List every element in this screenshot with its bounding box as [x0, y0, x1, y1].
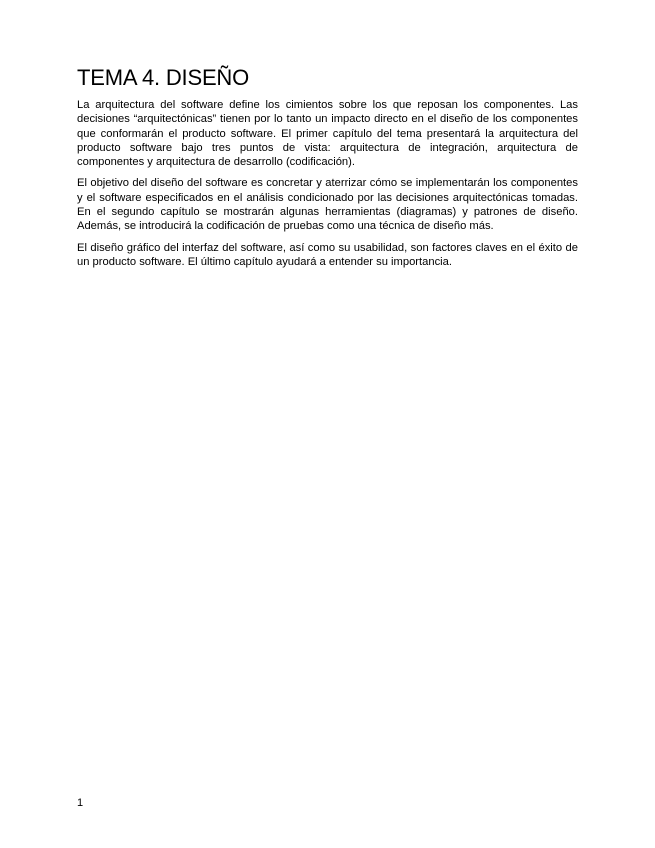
paragraph-design-objective: El objetivo del diseño del software es concretar y aterrizar cómo se implementarán los componentes y el software especificados en el análisis condicionado por las decisiones arquitectónicas tomadas. En el segundo capítulo se mostrarán algunas herramientas (diagramas) y patrones de diseño. Además, se introducirá la codificación de pruebas como una técnica de diseño más. — [77, 177, 578, 233]
page-number: 1 — [77, 797, 84, 809]
paragraph-interface-usability: El diseño gráfico del interfaz del software, así como su usabilidad, son factores claves en el éxito de un producto software. El último capítulo ayudará a entender su importancia. — [77, 241, 578, 268]
paragraph-architecture: La arquitectura del software define los cimientos sobre los que reposan los componentes. Las decisiones “arquitectónicas” tienen por lo tanto un impacto directo en el diseño de los componentes que conformarán el producto software. El primer capítulo del tema presentará la arquitectura del producto software bajo tres puntos de vista: arquitectura de integración, arquitectura de componentes y arquitectura de desarrollo (codificación). — [77, 99, 578, 169]
page-content — [77, 64, 578, 276]
page-title: TEMA 4. DISEÑO — [77, 65, 250, 90]
